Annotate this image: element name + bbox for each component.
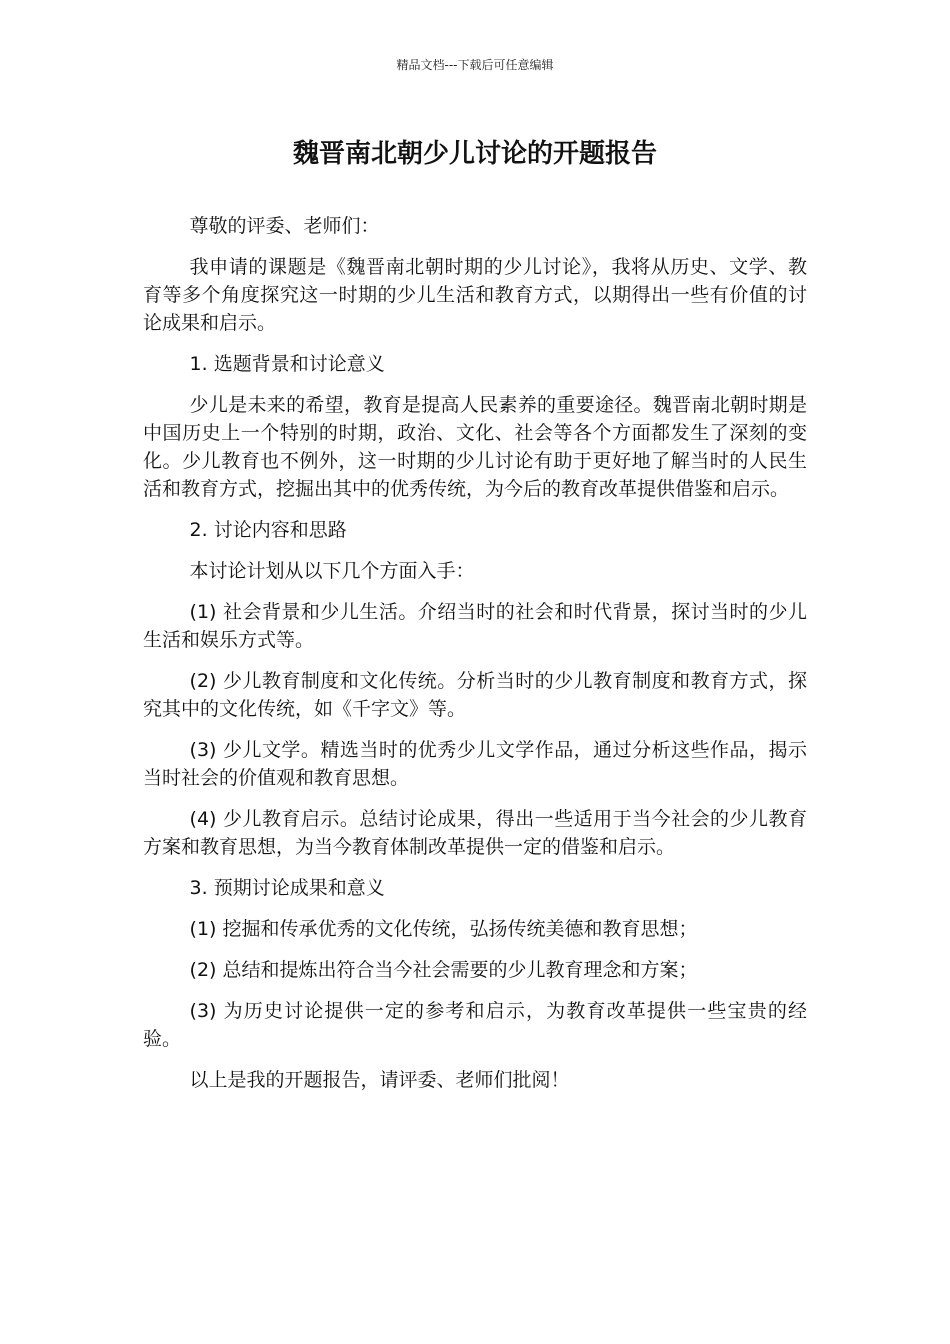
section-heading-2: 2. 讨论内容和思路 (189, 519, 347, 541)
outcome-item-3: (3) 为历史讨论提供一定的参考和启示，为教育改革提供一些宝贵的经验。 (143, 1000, 807, 1050)
plan-intro-paragraph: 本讨论计划从以下几个方面入手： (189, 560, 475, 582)
intro-paragraph: 我申请的课题是《魏晋南北朝时期的少儿讨论》，我将从历史、文学、教育等多个角度探究这一时期的少儿生活和教育方式，以期得出一些有价值的讨论成果和启示。 (143, 256, 807, 334)
background-paragraph: 少儿是未来的希望，教育是提高人民素养的重要途径。魏晋南北朝时期是中国历史上一个特别的时期，政治、文化、社会等各个方面都发生了深刻的变化。少儿教育也不例外，这一时期的少儿讨论有助于更好地了解当时的人民生活和教育方式，挖掘出其中的优秀传统，为今后的教育改革提供借鉴和启示。 (143, 394, 807, 500)
section-heading-3: 3. 预期讨论成果和意义 (189, 877, 385, 899)
plan-item-1: (1) 社会背景和少儿生活。介绍当时的社会和时代背景，探讨当时的少儿生活和娱乐方式等。 (143, 601, 807, 651)
document-title: 魏晋南北朝少儿讨论的开题报告 (292, 139, 657, 169)
plan-item-2: (2) 少儿教育制度和文化传统。分析当时的少儿教育制度和教育方式，探究其中的文化传统，如《千字文》等。 (143, 670, 807, 720)
salutation: 尊敬的评委、老师们： (189, 215, 380, 237)
closing-paragraph: 以上是我的开题报告，请评委、老师们批阅！ (189, 1069, 570, 1091)
outcome-item-2: (2) 总结和提炼出符合当今社会需要的少儿教育理念和方案； (189, 959, 698, 981)
plan-item-3: (3) 少儿文学。精选当时的优秀少儿文学作品，通过分析这些作品，揭示当时社会的价值观和教育思想。 (143, 739, 807, 789)
page-header: 精品文档---下载后可任意编辑 (396, 58, 554, 72)
document-body (143, 212, 807, 1107)
section-heading-1: 1. 选题背景和讨论意义 (189, 353, 385, 375)
outcome-item-1: (1) 挖掘和传承优秀的文化传统，弘扬传统美德和教育思想； (189, 918, 698, 940)
plan-item-4: (4) 少儿教育启示。总结讨论成果，得出一些适用于当今社会的少儿教育方案和教育思想，为当今教育体制改革提供一定的借鉴和启示。 (143, 808, 807, 858)
